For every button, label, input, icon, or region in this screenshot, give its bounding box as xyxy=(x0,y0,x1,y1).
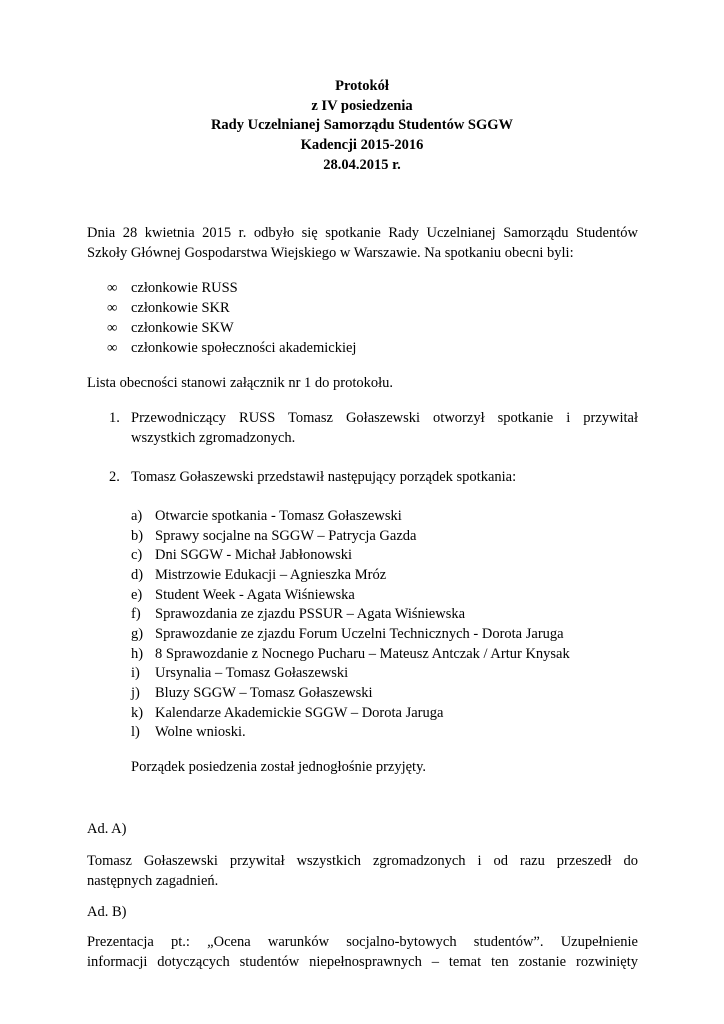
agenda-text: Bluzy SGGW – Tomasz Gołaszewski xyxy=(155,685,373,701)
ad-b-line-2: informacji dotyczących studentów niepełnosprawnych – temat ten zostanie rozwinięty xyxy=(87,954,638,970)
list-item-text: członkowie społeczności akademickiej xyxy=(131,340,357,356)
infinity-bullet-icon: ∞ xyxy=(107,300,118,316)
agenda-letter: f) xyxy=(131,606,141,622)
list-item-text: członkowie SKW xyxy=(131,320,234,336)
list-item xyxy=(0,340,724,360)
agenda-text: Sprawy socjalne na SGGW – Patrycja Gazda xyxy=(155,528,417,544)
list-item xyxy=(0,320,724,340)
agenda-item xyxy=(0,724,724,744)
agenda-item xyxy=(0,626,724,646)
agenda-letter: i) xyxy=(131,665,140,681)
agenda-item xyxy=(0,705,724,725)
doc-subtitle-term: Kadencji 2015-2016 xyxy=(300,137,424,153)
agenda-item xyxy=(0,685,724,705)
agenda-item xyxy=(0,528,724,548)
ad-a-line-1: Tomasz Gołaszewski przywitał wszystkich zgromadzonych i od razu przeszedł do xyxy=(87,853,638,869)
ad-b-line-1: Prezentacja pt.: „Ocena warunków socjalno-bytowych studentów”. Uzupełnienie xyxy=(87,934,638,950)
doc-title: Protokół xyxy=(335,78,389,94)
infinity-bullet-icon: ∞ xyxy=(107,320,118,336)
item-text-line-2: wszystkich zgromadzonych. xyxy=(131,430,296,446)
agenda-letter: d) xyxy=(131,567,144,583)
list-item xyxy=(0,280,724,300)
intro-line-2: Szkoły Głównej Gospodarstwa Wiejskiego w Warszawie. Na spotkaniu obecni byli: xyxy=(87,245,574,261)
agenda-letter: c) xyxy=(131,547,143,563)
agenda-text: Student Week - Agata Wiśniewska xyxy=(155,587,355,603)
agenda-text: Mistrzowie Edukacji – Agnieszka Mróz xyxy=(155,567,387,583)
infinity-bullet-icon: ∞ xyxy=(107,280,118,296)
section-heading-ad-a: Ad. A) xyxy=(87,821,127,837)
agenda-text: Kalendarze Akademickie SGGW – Dorota Jaruga xyxy=(155,705,444,721)
agenda-text: Ursynalia – Tomasz Gołaszewski xyxy=(155,665,349,681)
numbered-item-1 xyxy=(0,410,724,450)
ad-a-line-2: następnych zagadnień. xyxy=(87,873,219,889)
agenda-letter: k) xyxy=(131,705,144,721)
agenda-item xyxy=(0,646,724,666)
agenda-text: Sprawozdania ze zjazdu PSSUR – Agata Wiśniewska xyxy=(155,606,466,622)
item-text-line-1: Tomasz Gołaszewski przedstawił następujący porządek spotkania: xyxy=(131,469,517,485)
agenda-letter: a) xyxy=(131,508,143,524)
item-number: 2. xyxy=(109,469,120,485)
list-item xyxy=(0,300,724,320)
doc-date: 28.04.2015 r. xyxy=(323,157,401,173)
list-item-text: członkowie SKR xyxy=(131,300,230,316)
agenda-approval-note: Porządek posiedzenia został jednogłośnie przyjęty. xyxy=(131,759,427,775)
infinity-bullet-icon: ∞ xyxy=(107,340,118,356)
agenda-letter: j) xyxy=(131,685,140,701)
agenda-item xyxy=(0,547,724,567)
agenda-letter: g) xyxy=(131,626,144,642)
section-heading-ad-b: Ad. B) xyxy=(87,904,127,920)
agenda-item xyxy=(0,567,724,587)
intro-line-1: Dnia 28 kwietnia 2015 r. odbyło się spotkanie Rady Uczelnianej Samorządu Studentów xyxy=(87,225,638,241)
list-item-text: członkowie RUSS xyxy=(131,280,238,296)
item-number: 1. xyxy=(109,410,120,426)
agenda-letter: h) xyxy=(131,646,144,662)
item-text-line-1: Przewodniczący RUSS Tomasz Gołaszewski otworzył spotkanie i przywitał xyxy=(131,410,638,426)
agenda-text: Dni SGGW - Michał Jabłonowski xyxy=(155,547,353,563)
attendance-note: Lista obecności stanowi załącznik nr 1 do protokołu. xyxy=(87,375,394,391)
agenda-text: Wolne wnioski. xyxy=(155,724,246,740)
agenda-item xyxy=(0,606,724,626)
agenda-text: Otwarcie spotkania - Tomasz Gołaszewski xyxy=(155,508,402,524)
agenda-text: Sprawozdanie ze zjazdu Forum Uczelni Technicznych - Dorota Jaruga xyxy=(155,626,564,642)
agenda-letter: b) xyxy=(131,528,144,544)
agenda-item xyxy=(0,508,724,528)
numbered-item-2 xyxy=(0,469,724,489)
agenda-item xyxy=(0,665,724,685)
doc-subtitle-meeting: z IV posiedzenia xyxy=(311,98,413,114)
agenda-text: 8 Sprawozdanie z Nocnego Pucharu – Mateusz Antczak / Artur Knysak xyxy=(155,646,570,662)
doc-subtitle-council: Rady Uczelnianej Samorządu Studentów SGGW xyxy=(210,117,514,133)
agenda-item xyxy=(0,587,724,607)
agenda-letter: l) xyxy=(131,724,140,740)
agenda-letter: e) xyxy=(131,587,143,603)
